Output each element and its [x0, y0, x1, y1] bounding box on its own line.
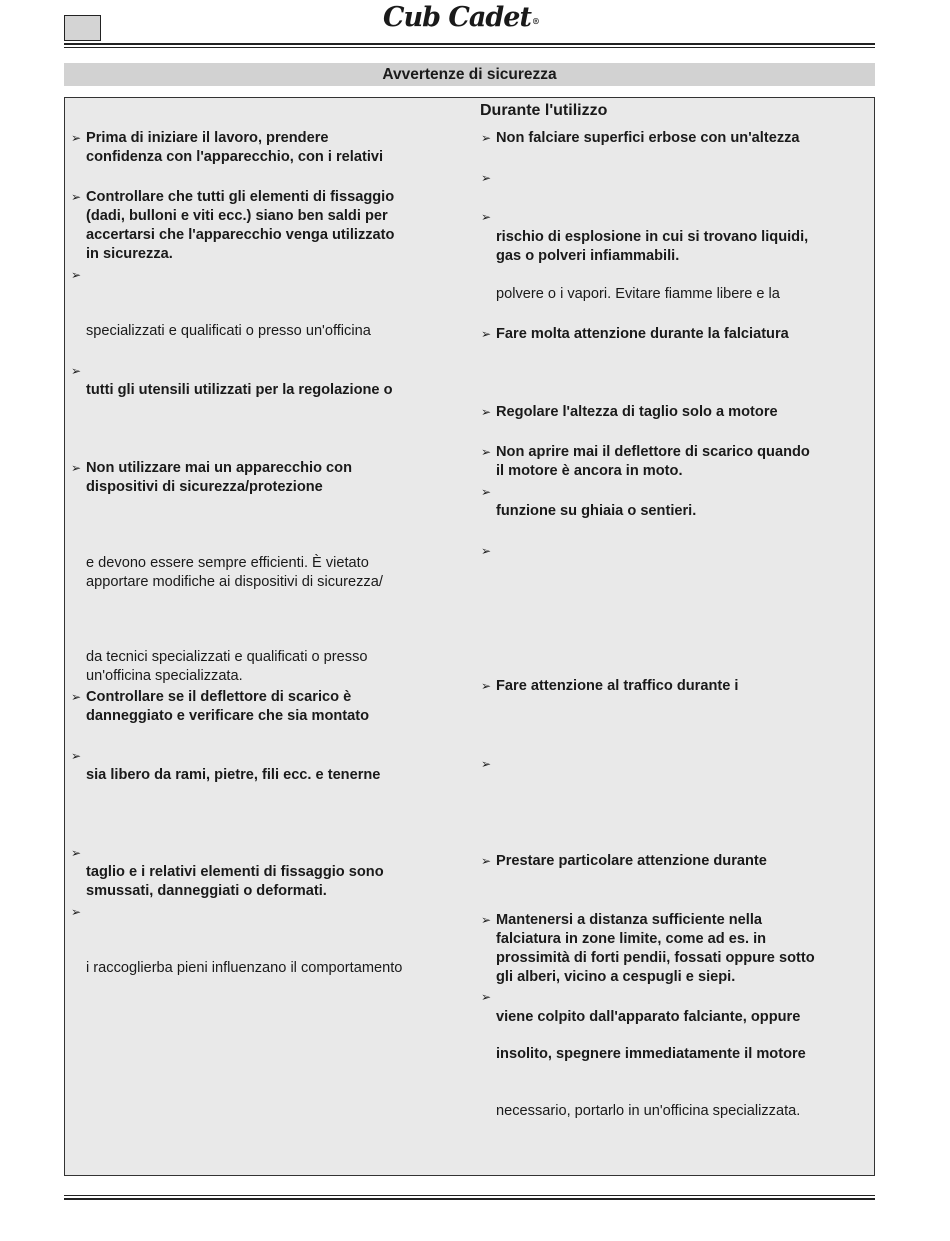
page-number-box — [64, 15, 101, 41]
right-line: Non falciare superfici erbose con un'altezza — [496, 130, 800, 146]
right-line: rischio di esplosione in cui si trovano liquidi, — [496, 229, 809, 245]
bullet-icon: ➢ — [481, 131, 492, 145]
left-line: dispositivi di sicurezza/protezione — [86, 479, 323, 495]
right-line: insolito, spegnere immediatamente il motore — [496, 1046, 806, 1062]
brand-logo-text: Cub Cadet — [383, 2, 531, 33]
brand-logo — [383, 2, 539, 37]
left-line: in sicurezza. — [86, 246, 173, 262]
bullet-icon: ➢ — [71, 690, 82, 704]
right-line: falciatura in zone limite, come ad es. in — [496, 931, 767, 947]
bullet-icon: ➢ — [481, 327, 492, 341]
right-line: Fare molta attenzione durante la falciatura — [496, 326, 789, 342]
left-line: accertarsi che l'apparecchio venga utilizzato — [86, 227, 395, 243]
right-line: gas o polveri infiammabili. — [496, 248, 680, 264]
left-line: smussati, danneggiati o deformati. — [86, 883, 327, 899]
bullet-icon: ➢ — [71, 190, 82, 204]
bullet-icon: ➢ — [71, 905, 82, 919]
right-column-heading: Durante l'utilizzo — [480, 102, 608, 119]
bullet-icon: ➢ — [71, 364, 82, 378]
bullet-icon: ➢ — [481, 485, 492, 499]
right-line: gli alberi, vicino a cespugli e siepi. — [496, 969, 736, 985]
bullet-icon: ➢ — [481, 679, 492, 693]
header-rule — [64, 43, 875, 45]
bullet-icon: ➢ — [71, 749, 82, 763]
left-line: i raccoglierba pieni influenzano il comportamento — [86, 960, 403, 976]
section-title: Avvertenze di sicurezza — [64, 63, 875, 86]
left-line: sia libero da rami, pietre, fili ecc. e tenerne — [86, 767, 381, 783]
left-line: da tecnici specializzati e qualificati o presso — [86, 649, 368, 665]
footer-rule — [64, 1198, 875, 1200]
bullet-icon: ➢ — [481, 854, 492, 868]
left-line: taglio e i relativi elementi di fissaggio sono — [86, 864, 384, 880]
right-line: prossimità di forti pendii, fossati oppure sotto — [496, 950, 815, 966]
bullet-icon: ➢ — [481, 210, 492, 224]
left-line: e devono essere sempre efficienti. È vietato — [86, 555, 369, 571]
left-line: specializzati e qualificati o presso un'officina — [86, 323, 371, 339]
left-line: un'officina specializzata. — [86, 668, 243, 684]
right-line: il motore è ancora in moto. — [496, 463, 683, 479]
right-line: Non aprire mai il deflettore di scarico quando — [496, 444, 810, 460]
right-line: Prestare particolare attenzione durante — [496, 853, 767, 869]
left-line: Controllare che tutti gli elementi di fissaggio — [86, 189, 395, 205]
left-line: (dadi, bulloni e viti ecc.) siano ben saldi per — [86, 208, 388, 224]
right-line: necessario, portarlo in un'officina specializzata. — [496, 1103, 801, 1119]
registered-mark: ® — [531, 16, 539, 26]
right-line: Regolare l'altezza di taglio solo a motore — [496, 404, 778, 420]
bullet-icon: ➢ — [481, 990, 492, 1004]
right-line: polvere o i vapori. Evitare fiamme libere e la — [496, 286, 780, 302]
bullet-icon: ➢ — [481, 913, 492, 927]
right-line: Mantenersi a distanza sufficiente nella — [496, 912, 763, 928]
right-line: funzione su ghiaia o sentieri. — [496, 503, 697, 519]
left-line: Controllare se il deflettore di scarico è — [86, 689, 352, 705]
bullet-icon: ➢ — [481, 405, 492, 419]
bullet-icon: ➢ — [71, 846, 82, 860]
left-line: apportare modifiche ai dispositivi di sicurezza/ — [86, 574, 383, 590]
bullet-icon: ➢ — [71, 461, 82, 475]
bullet-icon: ➢ — [481, 757, 492, 771]
left-line: danneggiato e verificare che sia montato — [86, 708, 370, 724]
bullet-icon: ➢ — [481, 544, 492, 558]
bullet-icon: ➢ — [71, 131, 82, 145]
right-line: Fare attenzione al traffico durante i — [496, 678, 739, 694]
footer-rule-thin — [64, 1195, 875, 1196]
left-line: Prima di iniziare il lavoro, prendere — [86, 130, 329, 146]
left-line: confidenza con l'apparecchio, con i relativi — [86, 149, 384, 165]
bullet-icon: ➢ — [71, 268, 82, 282]
header-rule-thin — [64, 47, 875, 48]
left-line: Non utilizzare mai un apparecchio con — [86, 460, 352, 476]
bullet-icon: ➢ — [481, 171, 492, 185]
left-line: tutti gli utensili utilizzati per la regolazione o — [86, 382, 393, 398]
right-line: viene colpito dall'apparato falciante, oppure — [496, 1009, 801, 1025]
bullet-icon: ➢ — [481, 445, 492, 459]
